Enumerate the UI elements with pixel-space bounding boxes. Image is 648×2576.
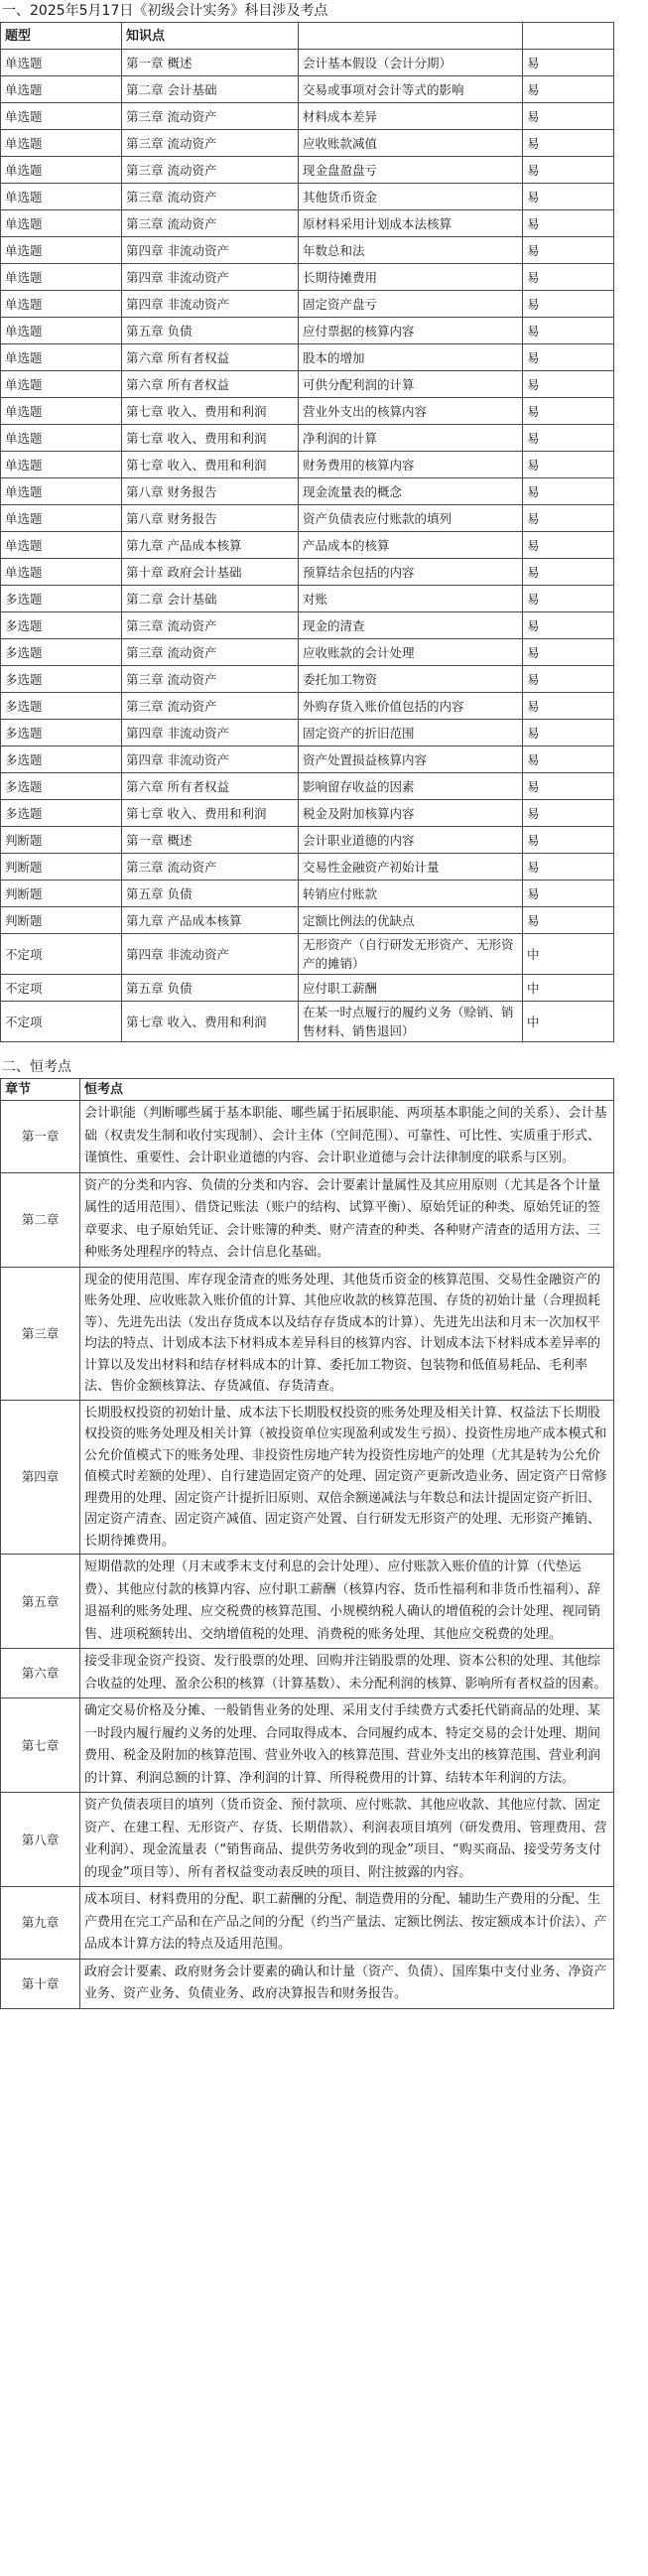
knowledge-point-cell: 固定资产盘亏 <box>299 291 523 318</box>
difficulty-cell: 易 <box>523 264 614 291</box>
difficulty-cell: 易 <box>523 210 614 237</box>
table-header-row <box>1 1079 614 1101</box>
chapter-cell: 第十章 <box>1 1959 80 2008</box>
difficulty-cell: 中 <box>523 1002 614 1042</box>
section2-title: 二、恒考点 <box>2 1059 71 1075</box>
table-row <box>1 237 614 264</box>
header-chapter: 章节 <box>1 1079 80 1101</box>
chapter-cell: 第三章 流动资产 <box>122 210 299 237</box>
question-type-cell: 判断题 <box>1 827 122 854</box>
chapter-cell: 第四章 非流动资产 <box>122 746 299 773</box>
table-row <box>1 1649 614 1698</box>
difficulty-cell: 易 <box>523 586 614 612</box>
chapter-cell: 第四章 非流动资产 <box>122 264 299 291</box>
table-row <box>1 773 614 800</box>
table-row <box>1 881 614 907</box>
difficulty-cell: 易 <box>523 291 614 318</box>
constant-point-cell: 短期借款的处理（月末或季末支付利息的会计处理）、应付账款入账价值的计算（代垫运费）、其他应付款的核算内容、应付职工薪酬（核算内容、货币性福利和非货币性福利）、辞退福利的账务处理、应交税费的核算范围、小规模纳税人确认的增值税的会计处理、视同销售、进项税额转出、交纳增值税的处理、消费税的账务处理、其他应交税费的处理。 <box>80 1555 614 1649</box>
chapter-cell: 第五章 <box>1 1555 80 1649</box>
table-row <box>1 184 614 210</box>
question-type-cell: 单选题 <box>1 532 122 559</box>
question-type-cell: 不定项 <box>1 1002 122 1042</box>
knowledge-point-cell: 交易性金融资产初始计量 <box>299 854 523 881</box>
difficulty-cell: 易 <box>523 157 614 184</box>
constant-point-cell: 现金的使用范围、库存现金清查的账务处理、其他货币资金的核算范围、交易性金融资产的账务处理、应收账款入账价值的计算、其他应收款的核算范围、存货的初始计量（合理损耗等）、先进先出法（发出存货成本以及结存存货成本的计算）、先进先出法和月末一次加权平均法的特点、计划成本法下材料成本差异科目的核算内容、计划成本法下材料成本差异率的计算以及发出材料和结存材料成本的计算、委托加工物资、包装物和低值易耗品、毛利率法、售价金额核算法、存货减值、存货清查。 <box>80 1267 614 1400</box>
table-row <box>1 50 614 76</box>
knowledge-point-cell: 预算结余包括的内容 <box>299 559 523 586</box>
question-type-cell: 单选题 <box>1 103 122 130</box>
difficulty-cell: 易 <box>523 371 614 398</box>
constant-point-cell: 政府会计要素、政府财务会计要素的确认和计量（资产、负债）、国库集中支付业务、净资产业务、资产业务、负债业务、政府决算报告和财务报告。 <box>80 1959 614 2008</box>
table-row <box>1 1267 614 1400</box>
knowledge-point-cell: 现金盘盈盘亏 <box>299 157 523 184</box>
chapter-cell: 第三章 流动资产 <box>122 184 299 210</box>
difficulty-cell: 易 <box>523 344 614 371</box>
table-row <box>1 425 614 452</box>
chapter-cell: 第四章 非流动资产 <box>122 291 299 318</box>
knowledge-point-cell: 应付票据的核算内容 <box>299 318 523 344</box>
table-row <box>1 130 614 157</box>
difficulty-cell: 易 <box>523 532 614 559</box>
question-type-cell: 单选题 <box>1 344 122 371</box>
table-row <box>1 1555 614 1649</box>
difficulty-cell: 易 <box>523 693 614 720</box>
knowledge-point-cell: 现金流量表的概念 <box>299 478 523 505</box>
question-type-cell: 多选题 <box>1 693 122 720</box>
chapter-cell: 第四章 非流动资产 <box>122 237 299 264</box>
difficulty-cell: 易 <box>523 773 614 800</box>
table-header-row <box>1 23 614 50</box>
table-row <box>1 264 614 291</box>
knowledge-point-cell: 股本的增加 <box>299 344 523 371</box>
difficulty-cell: 易 <box>523 639 614 666</box>
knowledge-point-cell: 会计基本假设（会计分期） <box>299 50 523 76</box>
header-constant-point: 恒考点 <box>80 1079 614 1101</box>
constant-points-body <box>1 1101 614 2009</box>
exam-points-table <box>0 22 614 1042</box>
table-row <box>1 1887 614 1960</box>
constant-point-cell: 确定交易价格及分摊、一般销售业务的处理、采用支付手续费方式委托代销商品的处理、某一时段内履行履约义务的处理、合同取得成本、合同履约成本、特定交易的会计处理、期间费用、税金及附加的核算范围、营业外收入的核算范围、营业外支出的核算范围、营业利润的计算、利润总额的计算、净利润的计算、所得税费用的计算、结转本年利润的方法。 <box>80 1698 614 1793</box>
header-knowledge-point: 知识点 <box>122 23 299 50</box>
chapter-cell: 第三章 流动资产 <box>122 693 299 720</box>
chapter-cell: 第二章 <box>1 1172 80 1267</box>
knowledge-point-cell: 应付职工薪酬 <box>299 975 523 1002</box>
question-type-cell: 多选题 <box>1 612 122 639</box>
question-type-cell: 多选题 <box>1 666 122 693</box>
constant-point-cell: 资产负债表项目的填列（货币资金、预付款项、应付账款、其他应收款、其他应付款、固定资产、在建工程、无形资产、存货、长期借款）、利润表项目填列（研发费用、管理费用、营业利润）、现金流量表（“销售商品、提供劳务收到的现金”项目、“购买商品、接受劳务支付的现金”项目等）、所有者权益变动表反映的项目、附注披露的内容。 <box>80 1793 614 1887</box>
chapter-cell: 第十章 政府会计基础 <box>122 559 299 586</box>
question-type-cell: 单选题 <box>1 50 122 76</box>
chapter-cell: 第九章 产品成本核算 <box>122 532 299 559</box>
question-type-cell: 单选题 <box>1 76 122 103</box>
knowledge-point-cell: 对账 <box>299 586 523 612</box>
knowledge-point-cell: 转销应付账款 <box>299 881 523 907</box>
chapter-cell: 第八章 <box>1 1793 80 1887</box>
chapter-cell: 第三章 流动资产 <box>122 612 299 639</box>
chapter-cell: 第二章 会计基础 <box>122 586 299 612</box>
chapter-cell: 第一章 概述 <box>122 50 299 76</box>
question-type-cell: 单选题 <box>1 291 122 318</box>
table-row <box>1 666 614 693</box>
chapter-cell: 第二章 会计基础 <box>122 76 299 103</box>
question-type-cell: 单选题 <box>1 184 122 210</box>
knowledge-point-cell: 交易或事项对会计等式的影响 <box>299 76 523 103</box>
chapter-cell: 第六章 所有者权益 <box>122 773 299 800</box>
difficulty-cell: 易 <box>523 746 614 773</box>
difficulty-cell: 易 <box>523 76 614 103</box>
knowledge-point-cell: 营业外支出的核算内容 <box>299 398 523 425</box>
chapter-cell: 第四章 <box>1 1400 80 1555</box>
knowledge-point-cell: 产品成本的核算 <box>299 532 523 559</box>
table-row <box>1 975 614 1002</box>
question-type-cell: 判断题 <box>1 907 122 934</box>
table-row <box>1 344 614 371</box>
difficulty-cell: 易 <box>523 184 614 210</box>
chapter-cell: 第四章 非流动资产 <box>122 934 299 975</box>
chapter-cell: 第七章 收入、费用和利润 <box>122 800 299 827</box>
chapter-cell: 第七章 收入、费用和利润 <box>122 452 299 478</box>
question-type-cell: 单选题 <box>1 130 122 157</box>
difficulty-cell: 易 <box>523 452 614 478</box>
chapter-cell: 第三章 流动资产 <box>122 157 299 184</box>
table-row <box>1 586 614 612</box>
question-type-cell: 单选题 <box>1 559 122 586</box>
knowledge-point-cell: 应收账款的会计处理 <box>299 639 523 666</box>
table-row <box>1 934 614 975</box>
chapter-cell: 第五章 负债 <box>122 881 299 907</box>
chapter-cell: 第三章 流动资产 <box>122 130 299 157</box>
table-row <box>1 103 614 130</box>
difficulty-cell: 易 <box>523 559 614 586</box>
question-type-cell: 单选题 <box>1 371 122 398</box>
question-type-cell: 不定项 <box>1 934 122 975</box>
table-row <box>1 318 614 344</box>
chapter-cell: 第八章 财务报告 <box>122 478 299 505</box>
chapter-cell: 第六章 所有者权益 <box>122 371 299 398</box>
knowledge-point-cell: 年数总和法 <box>299 237 523 264</box>
table-row <box>1 1400 614 1555</box>
question-type-cell: 判断题 <box>1 881 122 907</box>
knowledge-point-cell: 净利润的计算 <box>299 425 523 452</box>
chapter-cell: 第四章 非流动资产 <box>122 720 299 746</box>
table-row <box>1 746 614 773</box>
chapter-cell: 第七章 收入、费用和利润 <box>122 425 299 452</box>
constant-points-table <box>0 1078 614 2009</box>
constant-point-cell: 资产的分类和内容、负债的分类和内容、会计要素计量属性及其应用原则（尤其是各个计量属性的适用范围）、借贷记账法（账户的结构、试算平衡）、原始凭证的种类、原始凭证的签章要求、电子原始凭证、会计账簿的种类、财产清查的种类、各种财产清查的适用方法、三种账务处理程序的特点、会计信息化基础。 <box>80 1172 614 1267</box>
knowledge-point-cell: 会计职业道德的内容 <box>299 827 523 854</box>
question-type-cell: 单选题 <box>1 505 122 532</box>
question-type-cell: 单选题 <box>1 452 122 478</box>
table-row <box>1 1793 614 1887</box>
knowledge-point-cell: 材料成本差异 <box>299 103 523 130</box>
difficulty-cell: 易 <box>523 478 614 505</box>
question-type-cell: 多选题 <box>1 800 122 827</box>
section1-title: 一、2025年5月17日《初级会计实务》科目涉及考点 <box>2 3 328 19</box>
question-type-cell: 单选题 <box>1 157 122 184</box>
question-type-cell: 多选题 <box>1 746 122 773</box>
table-row <box>1 505 614 532</box>
difficulty-cell: 易 <box>523 720 614 746</box>
table-row <box>1 478 614 505</box>
question-type-cell: 多选题 <box>1 720 122 746</box>
difficulty-cell: 易 <box>523 666 614 693</box>
question-type-cell: 单选题 <box>1 318 122 344</box>
difficulty-cell: 易 <box>523 907 614 934</box>
knowledge-point-cell: 其他货币资金 <box>299 184 523 210</box>
chapter-cell: 第七章 <box>1 1698 80 1793</box>
knowledge-point-cell: 在某一时点履行的履约义务（赊销、销售材料、销售退回） <box>299 1002 523 1042</box>
knowledge-point-cell: 影响留存收益的因素 <box>299 773 523 800</box>
constant-point-cell: 会计职能（判断哪些属于基本职能、哪些属于拓展职能、两项基本职能之间的关系）、会计基础（权责发生制和收付实现制）、会计主体（空间范围）、可靠性、可比性、实质重于形式、谨慎性、重要性、会计职业道德的内容、会计职业道德与会计法律制度的联系与区别。 <box>80 1101 614 1173</box>
table-row <box>1 76 614 103</box>
table-row <box>1 1002 614 1042</box>
knowledge-point-cell: 原材料采用计划成本法核算 <box>299 210 523 237</box>
table-row <box>1 559 614 586</box>
constant-point-cell: 长期股权投资的初始计量、成本法下长期股权投资的账务处理及相关计算、权益法下长期股权投资的账务处理及相关计算（被投资单位实现盈利或发生亏损）、投资性房地产成本模式和公允价值模式下的账务处理、非投资性房地产转为投资性房地产的处理（尤其是转为公允价值模式时差额的处理）、自行建造固定资产的处理、固定资产更新改造业务、固定资产日常修理费用的处理、固定资产计提折旧原则、双倍余额递减法与年数总和法计提固定资产折旧、固定资产清查、固定资产减值、固定资产处置、自行研发无形资产的处理、无形资产摊销、长期待摊费用。 <box>80 1400 614 1555</box>
question-type-cell: 单选题 <box>1 478 122 505</box>
difficulty-cell: 易 <box>523 50 614 76</box>
knowledge-point-cell: 财务费用的核算内容 <box>299 452 523 478</box>
difficulty-cell: 易 <box>523 103 614 130</box>
table-row <box>1 800 614 827</box>
chapter-cell: 第七章 收入、费用和利润 <box>122 398 299 425</box>
knowledge-point-cell: 现金的清查 <box>299 612 523 639</box>
chapter-cell: 第五章 负债 <box>122 318 299 344</box>
question-type-cell: 多选题 <box>1 639 122 666</box>
table-row <box>1 291 614 318</box>
difficulty-cell: 中 <box>523 975 614 1002</box>
chapter-cell: 第三章 流动资产 <box>122 639 299 666</box>
difficulty-cell: 易 <box>523 854 614 881</box>
chapter-cell: 第七章 收入、费用和利润 <box>122 1002 299 1042</box>
chapter-cell: 第六章 <box>1 1649 80 1698</box>
difficulty-cell: 易 <box>523 827 614 854</box>
question-type-cell: 单选题 <box>1 398 122 425</box>
question-type-cell: 多选题 <box>1 773 122 800</box>
header-empty <box>299 23 523 50</box>
chapter-cell: 第五章 负债 <box>122 975 299 1002</box>
difficulty-cell: 中 <box>523 934 614 975</box>
table-row <box>1 1101 614 1173</box>
difficulty-cell: 易 <box>523 398 614 425</box>
table-row <box>1 210 614 237</box>
table-row <box>1 1959 614 2008</box>
question-type-cell: 单选题 <box>1 264 122 291</box>
table-row <box>1 1698 614 1793</box>
table-row <box>1 693 614 720</box>
knowledge-point-cell: 外购存货入账价值包括的内容 <box>299 693 523 720</box>
table-row <box>1 612 614 639</box>
knowledge-point-cell: 长期待摊费用 <box>299 264 523 291</box>
question-type-cell: 单选题 <box>1 425 122 452</box>
chapter-cell: 第三章 流动资产 <box>122 666 299 693</box>
question-type-cell: 判断题 <box>1 854 122 881</box>
knowledge-point-cell: 资产处置损益核算内容 <box>299 746 523 773</box>
knowledge-point-cell: 资产负债表应付账款的填列 <box>299 505 523 532</box>
knowledge-point-cell: 可供分配利润的计算 <box>299 371 523 398</box>
difficulty-cell: 易 <box>523 425 614 452</box>
table-row <box>1 720 614 746</box>
table-row <box>1 854 614 881</box>
table-row <box>1 1172 614 1267</box>
constant-point-cell: 成本项目、材料费用的分配、职工薪酬的分配、制造费用的分配、辅助生产费用的分配、生产费用在完工产品和在产品之间的分配（约当产量法、定额比例法、按定额成本计价法）、产品成本计算方法的特点及适用范围。 <box>80 1887 614 1960</box>
difficulty-cell: 易 <box>523 130 614 157</box>
table-row <box>1 371 614 398</box>
difficulty-cell: 易 <box>523 237 614 264</box>
question-type-cell: 单选题 <box>1 237 122 264</box>
chapter-cell: 第三章 流动资产 <box>122 854 299 881</box>
knowledge-point-cell: 税金及附加核算内容 <box>299 800 523 827</box>
knowledge-point-cell: 固定资产的折旧范围 <box>299 720 523 746</box>
chapter-cell: 第八章 财务报告 <box>122 505 299 532</box>
knowledge-point-cell: 委托加工物资 <box>299 666 523 693</box>
table-row <box>1 398 614 425</box>
table-row <box>1 907 614 934</box>
table-row <box>1 157 614 184</box>
question-type-cell: 单选题 <box>1 210 122 237</box>
chapter-cell: 第六章 所有者权益 <box>122 344 299 371</box>
header-empty <box>523 23 614 50</box>
knowledge-point-cell: 定额比例法的优缺点 <box>299 907 523 934</box>
table-row <box>1 827 614 854</box>
constant-point-cell: 接受非现金资产投资、发行股票的处理、回购并注销股票的处理、资本公积的处理、其他综合收益的处理、盈余公积的核算（计算基数）、未分配利润的核算、影响所有者权益的因素。 <box>80 1649 614 1698</box>
table-row <box>1 639 614 666</box>
chapter-cell: 第九章 产品成本核算 <box>122 907 299 934</box>
knowledge-point-cell: 无形资产（自行研发无形资产、无形资产的摊销） <box>299 934 523 975</box>
difficulty-cell: 易 <box>523 881 614 907</box>
knowledge-point-cell: 应收账款减值 <box>299 130 523 157</box>
chapter-cell: 第九章 <box>1 1887 80 1960</box>
header-question-type: 题型 <box>1 23 122 50</box>
table-row <box>1 532 614 559</box>
chapter-cell: 第三章 <box>1 1267 80 1400</box>
question-type-cell: 多选题 <box>1 586 122 612</box>
chapter-cell: 第一章 概述 <box>122 827 299 854</box>
difficulty-cell: 易 <box>523 800 614 827</box>
table-row <box>1 452 614 478</box>
exam-points-body <box>1 50 614 1042</box>
difficulty-cell: 易 <box>523 612 614 639</box>
difficulty-cell: 易 <box>523 318 614 344</box>
difficulty-cell: 易 <box>523 505 614 532</box>
question-type-cell: 不定项 <box>1 975 122 1002</box>
chapter-cell: 第三章 流动资产 <box>122 103 299 130</box>
chapter-cell: 第一章 <box>1 1101 80 1173</box>
